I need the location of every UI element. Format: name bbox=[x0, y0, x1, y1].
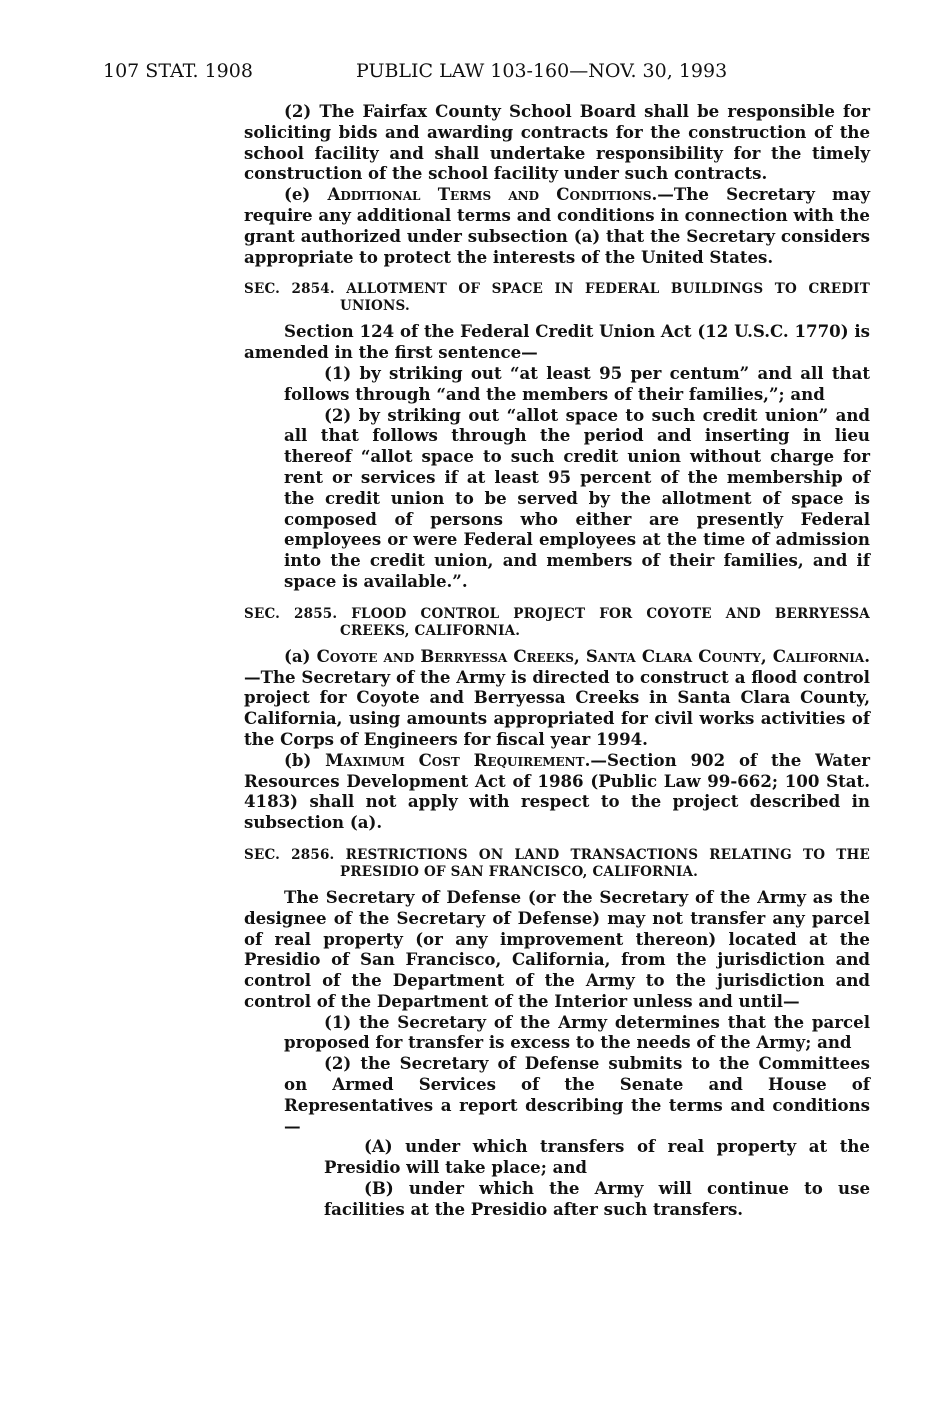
section-2854-item-2: (2) by striking out “allot space to such credit union” and all that follows through the period and inserting in lieu thereof “allot space to such credit union without charge for rent or services if at least 95 percent of the membership of the credit union to be served by the allotment of space is composed of persons who either are presently Federal employees or were Federal employees at the time of admission into the credit union, and members of their families, and if space is available.”. bbox=[284, 404, 870, 591]
subsection-a-caption: Coyote and Berryessa Creeks, Santa Clara County, California bbox=[316, 645, 865, 666]
section-2856-item-A: (A) under which transfers of real property at the Presidio will take place; and bbox=[324, 1136, 870, 1178]
section-number: SEC. 2855. bbox=[244, 605, 338, 622]
section-title: FLOOD CONTROL PROJECT FOR COYOTE AND BERRYESSA CREEKS, CALIFORNIA. bbox=[340, 605, 870, 639]
section-2856-heading bbox=[244, 847, 870, 881]
subsection-e bbox=[244, 184, 870, 267]
subsection-b-text: .—Section 902 of the Water Resources Development Act of 1986 (Public Law 99-662; 100 Stat. 4183) shall not apply with respect to the project described in subsection (a). bbox=[244, 749, 871, 833]
page-header bbox=[103, 60, 889, 86]
document-body bbox=[244, 101, 870, 1220]
section-title: ALLOTMENT OF SPACE IN FEDERAL BUILDINGS TO CREDIT UNIONS. bbox=[340, 281, 870, 315]
section-2856-item-B: (B) under which the Army will continue to use facilities at the Presidio after such transfers. bbox=[324, 1178, 870, 1219]
subsection-a-label: (a) bbox=[284, 645, 317, 666]
section-2856-item-1: (1) the Secretary of the Army determines that the parcel proposed for transfer is excess to the needs of the Army; and bbox=[284, 1011, 870, 1053]
paragraph-2: (2) The Fairfax County School Board shall be responsible for soliciting bids and awarding contracts for the construction of the school facility and shall undertake responsibility for the timely construction of the school facility under such contracts. bbox=[244, 101, 870, 184]
subsection-e-label: (e) bbox=[284, 184, 328, 205]
section-title: RESTRICTIONS ON LAND TRANSACTIONS RELATING TO THE PRESIDIO OF SAN FRANCISCO, CALIFORNIA. bbox=[340, 846, 870, 880]
section-2856-intro: The Secretary of Defense (or the Secretary of the Army as the designee of the Secretary of Defense) may not transfer any parcel of real property (or any improvement thereon) located at the Presidio of San Francisco, California, from the jurisdiction and control of the Department of the Army to the jurisdiction and control of the Department of the Interior unless and until— bbox=[244, 886, 870, 1011]
subsection-a-text: .—The Secretary of the Army is directed to construct a flood control project for Coyote and Berryessa Creeks in Santa Clara County, California, using amounts appropriated for civil works activities of the Corps of Engineers for fiscal year 1994. bbox=[244, 645, 870, 749]
stat-citation: 107 STAT. 1908 bbox=[103, 60, 253, 82]
section-2854-item-1: (1) by striking out “at least 95 per centum” and all that follows through “and the members of their families,”; and bbox=[284, 362, 870, 404]
section-2854-heading bbox=[244, 281, 870, 315]
section-2854-intro: Section 124 of the Federal Credit Union Act (12 U.S.C. 1770) is amended in the first sentence— bbox=[244, 321, 870, 363]
subsection-e-caption: Additional Terms and Conditions bbox=[327, 184, 652, 205]
section-2856-item-2: (2) the Secretary of Defense submits to the Committees on Armed Services of the Senate and House of Representatives a report describing the terms and conditions— bbox=[284, 1053, 870, 1136]
subsection-b-label: (b) bbox=[284, 749, 326, 770]
subsection-a bbox=[244, 646, 870, 750]
subsection-b-caption: Maximum Cost Requirement bbox=[325, 749, 585, 770]
subsection-e-text: .—The Secretary may require any additional terms and conditions in connection with the grant authorized under subsection (a) that the Secretary considers appropriate to protect the interests of the United States. bbox=[244, 184, 870, 267]
section-2855-heading bbox=[244, 606, 870, 640]
section-number: SEC. 2856. bbox=[244, 846, 335, 863]
law-citation: PUBLIC LAW 103-160—NOV. 30, 1993 bbox=[356, 60, 728, 82]
subsection-b bbox=[244, 750, 870, 833]
section-number: SEC. 2854. bbox=[244, 281, 335, 298]
